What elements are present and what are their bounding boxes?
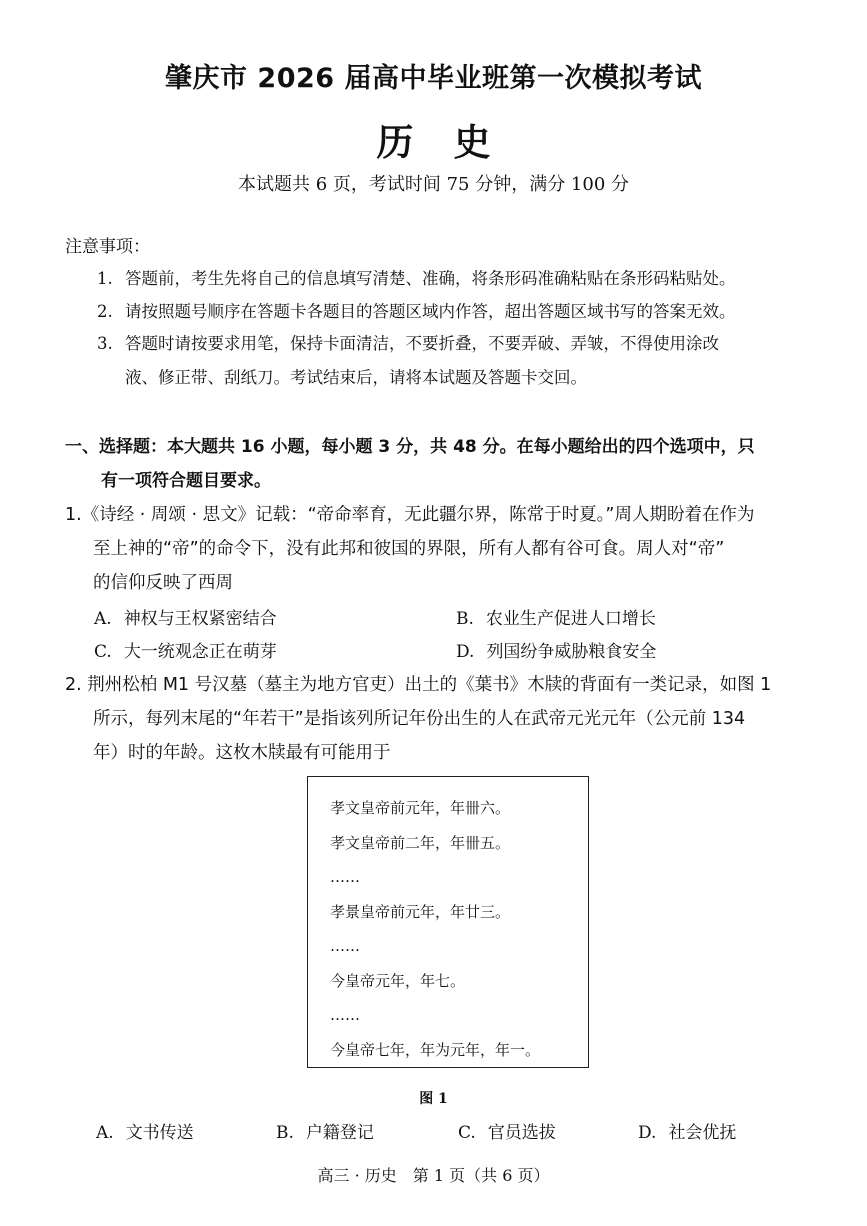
- question-text: 1.《诗经 · 周颂 · 思文》记载：“帝命率育，无此疆尔界，陈常于时夏。”周人期盼着在作为: [65, 505, 755, 525]
- option-b[interactable]: [276, 1118, 374, 1143]
- note-text: 答题前，考生先将自己的信息填写清楚、准确，将条形码准确粘贴在条形码粘贴处。: [125, 269, 736, 288]
- option-letter: D.: [456, 642, 475, 662]
- note-number: 2.: [97, 302, 113, 321]
- option-c[interactable]: [458, 1118, 556, 1143]
- option-a[interactable]: [94, 604, 277, 629]
- option-text: 列国纷争威胁粮食安全: [486, 642, 657, 662]
- option-c[interactable]: [94, 637, 277, 662]
- option-d[interactable]: [638, 1118, 736, 1143]
- figure-line: 今皇帝元年，年七。: [330, 971, 466, 990]
- question-text: 所示，每列末尾的“年若干”是指该列所记年份出生的人在武帝元光元年（公元前 134: [93, 709, 746, 729]
- question-1: [65, 498, 810, 600]
- figure-line: ……: [330, 937, 360, 955]
- option-b[interactable]: [456, 604, 656, 629]
- note-item: [97, 327, 817, 395]
- subject-title: 历史: [376, 120, 531, 164]
- question-text: 至上神的“帝”的命令下，没有此邦和彼国的界限，所有人都有谷可食。周人对“帝”: [93, 539, 725, 559]
- figure-line: 孝文皇帝前元年，年卌六。: [330, 799, 511, 817]
- question-2: [65, 668, 810, 770]
- option-text: 户籍登记: [305, 1123, 374, 1143]
- figure-caption: 图 1: [419, 1091, 448, 1107]
- option-text: 大一统观念正在萌芽: [123, 642, 277, 662]
- figure-line: 孝景皇帝前元年，年廿三。: [330, 902, 511, 921]
- option-letter: D.: [638, 1123, 657, 1143]
- option-text: 神权与王权紧密结合: [123, 609, 277, 629]
- note-text: 请按照题号顺序在答题卡各题目的答题区域内作答，超出答题区域书写的答案无效。: [125, 302, 736, 321]
- section-heading-line: 有一项符合题目要求。: [101, 471, 271, 491]
- figure-line: ……: [330, 1006, 360, 1024]
- option-text: 文书传送: [125, 1123, 194, 1143]
- note-text: 液、修正带、刮纸刀。考试结束后，请将本试题及答题卡交回。: [125, 368, 587, 387]
- option-text: 社会优抚: [668, 1123, 737, 1143]
- option-text: 官员选拔: [487, 1123, 556, 1143]
- option-letter: A.: [94, 609, 112, 629]
- note-number: 1.: [97, 269, 113, 288]
- note-text: 答题时请按要求用笔，保持卡面清洁，不要折叠，不要弄破、弄皱，不得使用涂改: [125, 334, 719, 353]
- question-text: 的信仰反映了西周: [93, 573, 233, 593]
- question-text: 2. 荆州松柏 M1 号汉墓（墓主为地方官吏）出土的《葉书》木牍的背面有一类记录，如图 1: [65, 675, 772, 695]
- exam-title: 肇庆市 2026 届高中毕业班第一次模拟考试: [165, 63, 702, 94]
- option-text: 农业生产促进人口增长: [485, 609, 656, 629]
- figure-line: ……: [330, 868, 360, 886]
- section-heading: [65, 430, 810, 498]
- option-d[interactable]: [456, 637, 656, 662]
- note-item: [97, 262, 817, 296]
- option-letter: B.: [456, 609, 474, 629]
- question-text: 年）时的年龄。这枚木牍最有可能用于: [93, 743, 391, 763]
- note-item: [97, 295, 817, 329]
- page-footer: 高三 · 历史 第 1 页（共 6 页）: [317, 1166, 550, 1185]
- option-a[interactable]: [96, 1118, 194, 1143]
- note-number: 3.: [97, 334, 113, 353]
- notes-heading: 注意事项：: [65, 237, 150, 257]
- option-letter: C.: [94, 642, 112, 662]
- section-heading-line: 一、选择题：本大题共 16 小题，每小题 3 分，共 48 分。在每小题给出的四个选项中，只: [65, 437, 755, 457]
- figure-line: 孝文皇帝前二年，年卌五。: [330, 833, 511, 852]
- figure-1-wooden-slip-record: [307, 776, 589, 1068]
- figure-line: 今皇帝七年，年为元年，年一。: [330, 1040, 541, 1059]
- option-letter: C.: [458, 1123, 476, 1143]
- exam-info: 本试题共 6 页，考试时间 75 分钟，满分 100 分: [237, 174, 630, 195]
- option-letter: A.: [96, 1123, 114, 1143]
- option-letter: B.: [276, 1123, 294, 1143]
